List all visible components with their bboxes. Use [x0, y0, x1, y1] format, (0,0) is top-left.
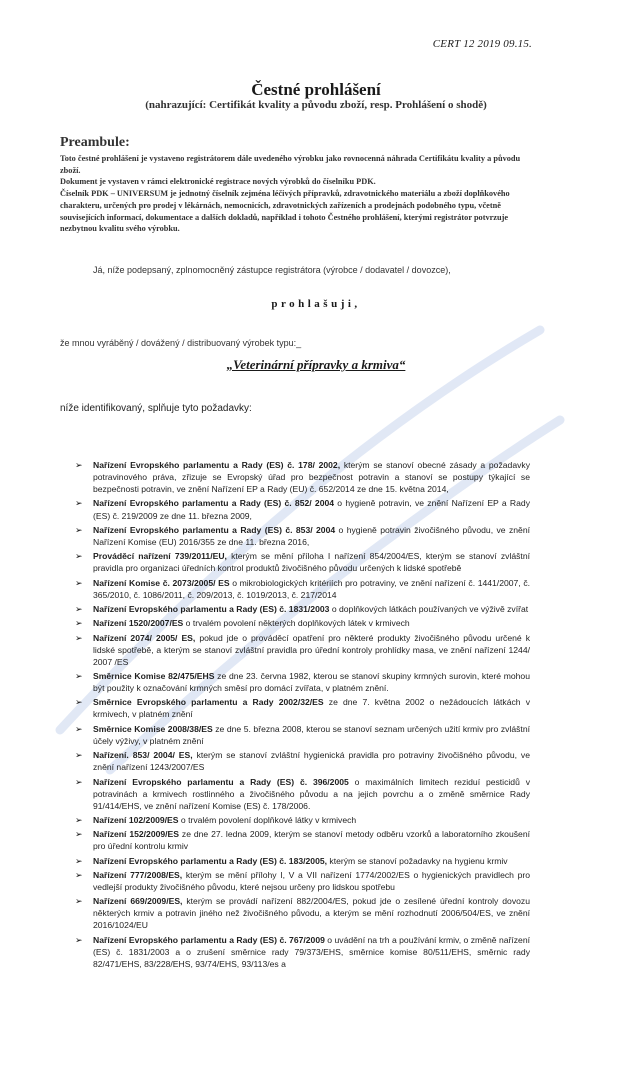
requirement-regulation: Nařízení Evropského parlamentu a Rady (ES) č. 853/ 2004 [93, 524, 336, 535]
arrow-bullet-icon: ➢ [75, 829, 83, 840]
requirement-regulation: Nařízení Komise č. 2073/2005/ ES [93, 577, 230, 588]
requirement-description: o uvádění na trh a používání krmiv, o změně nařízení (ES) č. 1831/2003 a o zrušení směrnice rady 79/373/EHS, směrnice komise 80/511/EHS, směrnic rady 82/471/EHS, 83/228/EHS, 93/74/EHS, 93/113/es a [93, 934, 530, 969]
preamble-paragraph: Toto čestné prohlášení je vystaveno registrátorem dále uvedeného výrobku jako rovnocenná náhrada Certifikátu kvality a původu zboží. [60, 154, 521, 175]
product-type: „Veterinární přípravky a krmiva“ [226, 357, 406, 372]
arrow-bullet-icon: ➢ [75, 498, 83, 509]
arrow-bullet-icon: ➢ [75, 632, 83, 643]
requirement-description: o trvalém povolení doplňkové látky v krmivech [178, 814, 357, 825]
arrow-bullet-icon: ➢ [75, 577, 83, 588]
requirement-item [75, 459, 530, 495]
arrow-bullet-icon: ➢ [75, 551, 83, 562]
requirement-description: o mikrobiologických kritériích pro potraviny, ve znění nařízení č. 1441/2007, č. 365/2010, č. 1086/2011, č. 209/2013, č. 1019/2013, č. 217/2014 [93, 577, 531, 600]
requirement-description: o doplňkových látkách používaných ve výživě zvířat [329, 603, 529, 614]
requirement-description: kterým se provádí nařízení 882/2004/ES, pokud jde o zesílené úřední kontroly dovozu některých krmiv a potravin jiného než živočišného původu, a kterým se mění rozhodnutí 2006/504/ES, ve znění 2016/1024/EU [93, 896, 530, 931]
requirement-description: kterým se mění příloha I nařízení 854/2004/ES, kterým se stanoví zvláštní pravidla pro organizaci úředních kontrol produktů živočišného původu určených k lidské spotřebě [93, 551, 530, 574]
document-title: Čestné prohlášení [251, 80, 381, 99]
requirement-regulation: Nařízení Evropského parlamentu a Rady (ES) č. 396/2005 [93, 776, 349, 787]
arrow-bullet-icon: ➢ [75, 723, 83, 734]
requirement-regulation: Nařízení 152/2009/ES [93, 829, 180, 840]
requirement-item [75, 497, 530, 521]
document-subtitle: (nahrazující: Certifikát kvality a původu zboží, resp. Prohlášení o shodě) [145, 99, 487, 111]
arrow-bullet-icon: ➢ [75, 603, 83, 614]
preamble-paragraph: Dokument je vystaven v rámci elektronické registrace nových výrobků do číselníku PDK. [60, 177, 376, 187]
arrow-bullet-icon: ➢ [75, 814, 83, 825]
requirement-item [75, 869, 530, 893]
requirement-description: kterým se stanoví požadavky na hygienu krmiv [327, 855, 508, 866]
requirement-description: kterým se stanoví obecné zásady a požadavky potravinového práva, zřizuje se Evropský úřad pro bezpečnost potravin a stanoví se postupy týkající se bezpečnosti potravin, ve znění Nařízení EP a Rady (EU) č. 652/2014 ze dne 15. května 2014, [93, 460, 530, 495]
requirement-item [75, 814, 530, 826]
arrow-bullet-icon: ➢ [75, 671, 83, 681]
requirement-description: ze dne 23. června 1982, kterou se stanoví skupiny krmných surovin, které mohou být použity k označování krmných směsí pro domácí zvířata, v platném znění. [93, 671, 530, 694]
preamble-paragraph: Číselník PDK – UNIVERSUM je jednotný číselník zejména léčivých přípravků, zdravotnického materiálu a zboží doplňkového charakteru, určených pro prodej v lékárnách, nemocnicích, zdravotnických zařízeních a prodejnách podobného typu, včetně souvisejících informací, dokumentace a dalších dokladů, například i tohoto Čestného prohlášení, kterými registrátor potvrzuje nezbytnou kvalitu svého výrobku. [60, 189, 510, 234]
requirement-description: pokud jde o prováděcí opatření pro některé produkty živočišného původu určené k lidské spotřebě, a kterým se stanoví zvláštní pravidla pro úřední kontroly prohlídky masa, ve znění nařízení 1244/ 2007 /ES [93, 632, 530, 667]
requirement-item [75, 749, 530, 773]
arrow-bullet-icon: ➢ [75, 750, 83, 761]
requirement-description: o hygieně potravin, ve znění Nařízení EP a Rady (ES) č. 219/2009 ze dne 11. března 2009, [93, 498, 530, 521]
requirement-regulation: Nařízení 777/2008/ES, [93, 869, 183, 880]
requirement-regulation: Nařízení 102/2009/ES [93, 814, 179, 825]
requirement-item [75, 723, 530, 747]
requirement-regulation: Směrnice Evropského parlamentu a Rady 2002/32/ES [93, 697, 324, 708]
requirement-regulation: Nařízení 2074/ 2005/ ES, [93, 632, 196, 643]
requirement-item [75, 577, 530, 601]
requirement-item [75, 524, 530, 548]
cert-code: CERT 12 2019 09.15. [432, 38, 532, 50]
requirement-item [75, 696, 530, 720]
declare-word: prohlašuji, [271, 298, 361, 310]
arrow-bullet-icon: ➢ [75, 855, 83, 866]
arrow-bullet-icon: ➢ [75, 524, 83, 535]
arrow-bullet-icon: ➢ [75, 697, 83, 708]
requirement-regulation: Nařízení Evropského parlamentu a Rady (ES) č. 767/2009 [93, 934, 325, 945]
requirements-list [75, 459, 530, 972]
requirement-regulation: Nařízení. 853/ 2004/ ES, [93, 750, 193, 761]
requirement-item [75, 855, 530, 867]
requirement-item [75, 776, 530, 812]
requirement-regulation: Prováděcí nařízení 739/2011/EU, [93, 551, 227, 562]
preamble-text [60, 153, 540, 235]
requirement-regulation: Nařízení 1520/2007/ES [93, 618, 184, 629]
requirement-item [75, 934, 530, 970]
product-type-line: že mnou vyráběný / dovážený / distribuovaný výrobek typu:_ [60, 338, 302, 348]
requirement-description: ze dne 7. května 2002 o nežádoucích látkách v krmivech, v platném znění [93, 697, 530, 720]
requirement-description: o trvalém povolení některých doplňkových látek v krmivech [183, 618, 410, 629]
requirement-item [75, 828, 530, 852]
preamble-heading: Preambule: [60, 135, 130, 150]
requirement-description: ze dne 27. ledna 2009, kterým se stanoví metody odběru vzorků a laboratorního zkoušení pro úřední kontrolu krmiv [93, 829, 530, 852]
arrow-bullet-icon: ➢ [75, 776, 83, 787]
identified-line: níže identifikovaný, splňuje tyto požadavky: [60, 403, 252, 414]
arrow-bullet-icon: ➢ [75, 869, 83, 880]
requirement-regulation: Nařízení 669/2009/ES, [93, 896, 183, 907]
requirement-description: kterým se stanoví zvláštní hygienická pravidla pro potraviny živočišného původu, ve znění nařízení 1243/2007/ES [93, 750, 530, 773]
requirement-regulation: Směrnice Komise 82/475/EHS [93, 671, 215, 681]
arrow-bullet-icon: ➢ [75, 618, 83, 629]
requirement-item [75, 895, 530, 931]
arrow-bullet-icon: ➢ [75, 896, 83, 907]
requirement-description: o hygieně potravin živočišného původu, ve znění Nařízení Komise (EU) 2016/355 ze dne 11. března 2016, [93, 524, 530, 547]
requirement-item [75, 550, 530, 574]
arrow-bullet-icon: ➢ [75, 934, 83, 945]
requirement-item [75, 670, 530, 694]
requirement-regulation: Nařízení Evropského parlamentu a Rady (ES) č. 183/2005, [93, 855, 328, 866]
requirement-regulation: Nařízení Evropského parlamentu a Rady (ES) č. 178/ 2002, [93, 460, 341, 470]
requirement-item [75, 617, 530, 629]
requirement-item [75, 632, 530, 668]
requirement-description: o maximálních limitech reziduí pesticidů v potravinách a krmivech rostlinného a živočišného původu a na jejich povrchu a o změně směrnice Rady 91/414/EHS, ve znění nařízení Komise (ES) č. 178/2006. [93, 776, 530, 811]
requirement-regulation: Směrnice Komise 2008/38/ES [93, 723, 213, 734]
arrow-bullet-icon: ➢ [75, 460, 83, 470]
requirement-regulation: Nařízení Evropského parlamentu a Rady (ES) č. 1831/2003 [93, 603, 330, 614]
requirement-item [75, 603, 530, 615]
requirement-description: ze dne 5. března 2008, kterou se stanoví seznam určených užití krmiv pro zvláštní účely výživy, v platném znění [93, 723, 530, 746]
declarant-line: Já, níže podepsaný, zplnomocněný zástupce registrátora (výrobce / dodavatel / dovozce), [93, 265, 451, 275]
requirement-description: kterým se mění přílohy I, V a VII nařízení 1774/2002/ES o hygienických pravidlech pro vedlejší produkty živočišného původu, které nejsou určeny pro lidskou spotřebu [93, 869, 530, 892]
requirement-regulation: Nařízení Evropského parlamentu a Rady (ES) č. 852/ 2004 [93, 498, 335, 509]
